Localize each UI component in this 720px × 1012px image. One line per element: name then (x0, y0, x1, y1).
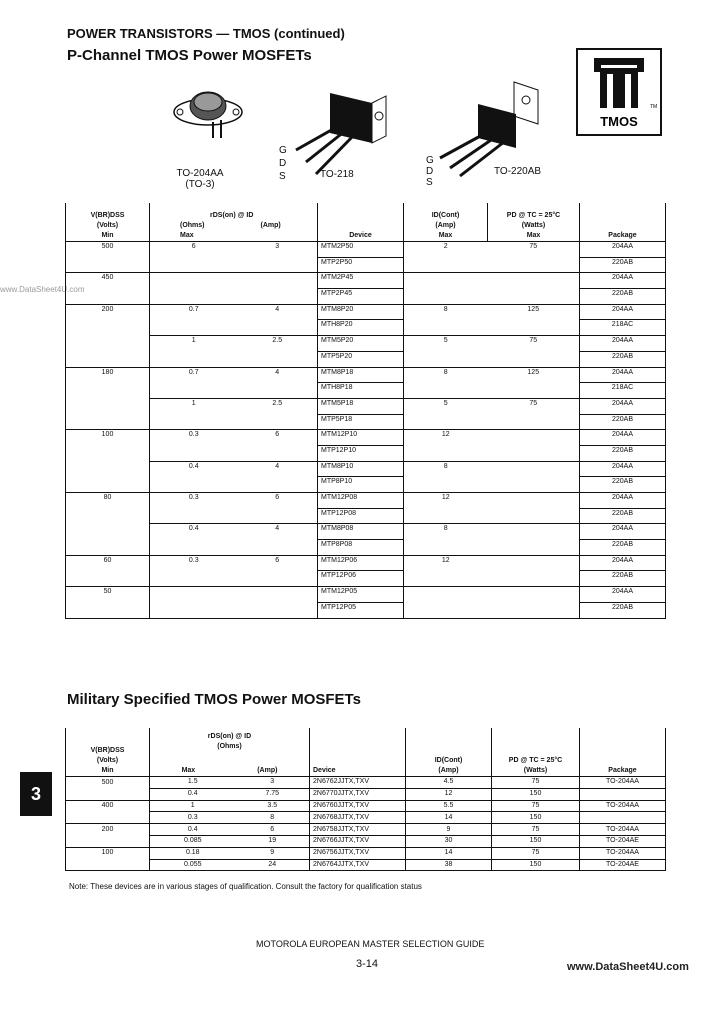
cell-id-amp (238, 445, 318, 461)
table-row (66, 289, 666, 305)
mil-cell-id-cont: 9 (406, 824, 492, 836)
cell-id-amp: 2.5 (238, 336, 318, 352)
cell-package: 218AC (580, 320, 666, 336)
mil-header-pd: PD @ TC = 25°C (Watts) (492, 728, 580, 777)
mil-cell-pd: 75 (492, 824, 580, 836)
mil-cell-pd: 150 (492, 812, 580, 824)
cell-id-cont: 8 (443, 525, 448, 533)
mil-cell-rds: 0.3 (150, 812, 236, 824)
cell-rds (150, 508, 238, 524)
cell-vbr: 50 (66, 587, 150, 603)
header-rds: rDS(on) @ ID (Ohms) (Amp) Max (150, 203, 318, 242)
table-row (66, 602, 666, 618)
cell-pd (488, 257, 580, 273)
cell-package: 204AA (580, 461, 666, 477)
cell-vbr (66, 289, 150, 305)
cell-device: MTM12P06 (318, 555, 404, 571)
cell-rds (150, 587, 238, 603)
cell-vbr (66, 461, 150, 477)
cell-rds: 0.3 (188, 431, 199, 439)
cell-vbr (66, 540, 150, 556)
mil-cell-rds: 1 (150, 800, 236, 812)
cell-pd (488, 414, 580, 430)
mil-cell-id-cont: 14 (406, 847, 492, 859)
table-row (66, 383, 666, 399)
cell-rds: 1 (191, 399, 196, 407)
mil-cell-rds: 1.5 (150, 777, 236, 789)
cell-pd (488, 602, 580, 618)
cell-id-amp: 6 (238, 493, 318, 509)
cell-device: MTP2P50 (318, 257, 404, 273)
cell-id-amp (238, 273, 318, 289)
cell-pd (488, 461, 580, 477)
cell-id-cont (404, 289, 488, 305)
cell-vbr (66, 383, 150, 399)
cell-pd (488, 320, 580, 336)
cell-device: MTM8P08 (318, 524, 404, 540)
military-row (66, 835, 666, 847)
cell-id-cont (404, 571, 488, 587)
cell-id-amp (238, 414, 318, 430)
header-package: Package (580, 203, 666, 242)
military-row (66, 777, 666, 789)
cell-id-amp (238, 571, 318, 587)
cell-rds (150, 351, 238, 367)
cell-pd (488, 430, 580, 446)
cell-device: MTP12P08 (318, 508, 404, 524)
table-row (66, 571, 666, 587)
p-channel-table (65, 203, 666, 619)
military-row (66, 800, 666, 812)
cell-id-amp (238, 320, 318, 336)
mil-cell-pd: 150 (492, 788, 580, 800)
cell-id-cont (404, 351, 488, 367)
cell-device: MTP8P08 (318, 540, 404, 556)
military-title: Military Specified TMOS Power MOSFETs (67, 691, 361, 708)
cell-vbr (66, 602, 150, 618)
military-row (66, 859, 666, 871)
cell-id-cont: 12 (441, 431, 450, 439)
cell-id-cont: 5 (443, 337, 448, 345)
section-tab: 3 (20, 772, 52, 816)
cell-pd: 75 (488, 398, 580, 414)
mil-cell-pd: 150 (492, 859, 580, 871)
cell-pd (488, 587, 580, 603)
cell-rds (150, 383, 238, 399)
tmos-logo (576, 48, 662, 136)
cell-id-cont (404, 445, 488, 461)
cell-id-cont (404, 477, 488, 493)
mil-cell-device: 2N6756JJTX,TXV (310, 847, 406, 859)
table-row (66, 273, 666, 289)
table-row (66, 351, 666, 367)
military-row (66, 788, 666, 800)
mil-header-device: Device (310, 728, 406, 777)
cell-package: 204AA (580, 587, 666, 603)
cell-id-amp: 4 (238, 524, 318, 540)
table-row (66, 477, 666, 493)
cell-device: MTM5P20 (318, 336, 404, 352)
cell-package: 204AA (580, 555, 666, 571)
cell-pd (488, 524, 580, 540)
header-id: ID(Cont) (Amp) Max (404, 203, 488, 242)
cell-device: MTP12P10 (318, 445, 404, 461)
to218-label: TO-218 (320, 169, 354, 180)
to218-pins: G D S (279, 145, 287, 182)
table-row (66, 540, 666, 556)
cell-vbr (66, 414, 150, 430)
mil-cell-pd: 75 (492, 777, 580, 789)
cell-vbr (66, 524, 150, 540)
cell-package: 204AA (580, 493, 666, 509)
cell-id-amp (238, 602, 318, 618)
cell-rds (150, 445, 238, 461)
cell-device: MTP12P05 (318, 602, 404, 618)
mil-cell-device: 2N6758JJTX,TXV (310, 824, 406, 836)
cell-pd (488, 493, 580, 509)
cell-id-cont: 12 (441, 556, 450, 564)
cell-vbr (66, 320, 150, 336)
mil-cell-package: TO-204AE (580, 835, 666, 847)
mil-cell-package: TO-204AA (580, 777, 666, 789)
cell-device: MTM2P50 (318, 242, 404, 258)
mil-cell-id-amp: 6 (236, 824, 310, 836)
military-header-row (66, 728, 666, 777)
cell-id-amp: 2.5 (238, 398, 318, 414)
cell-id-cont: 8 (443, 368, 448, 376)
cell-id-cont (404, 257, 488, 273)
cell-id-amp: 4 (238, 367, 318, 383)
mil-cell-package (580, 812, 666, 824)
military-row (66, 812, 666, 824)
cell-package: 220AB (580, 508, 666, 524)
cell-rds: 0.3 (188, 494, 199, 501)
mil-cell-device: 2N6770JJTX,TXV (310, 788, 406, 800)
cell-pd: 75 (488, 336, 580, 352)
header-device: Device (318, 203, 404, 242)
logo-text: TMOS (600, 114, 638, 129)
cell-rds: 1 (191, 337, 196, 345)
mil-cell-pd: 75 (492, 800, 580, 812)
mil-cell-package: TO-204AA (580, 824, 666, 836)
cell-device: MTP5P18 (318, 414, 404, 430)
cell-rds: 0.3 (188, 556, 199, 564)
cell-id-cont (404, 414, 488, 430)
cell-package: 220AB (580, 414, 666, 430)
cell-pd: 125 (488, 304, 580, 320)
cell-package: 204AA (580, 336, 666, 352)
cell-rds: 6 (191, 243, 196, 250)
cell-id-cont: 2 (443, 243, 448, 250)
mil-cell-device: 2N6762JJTX,TXV (310, 777, 406, 789)
cell-device: MTP5P20 (318, 351, 404, 367)
table-row (66, 398, 666, 414)
cell-package: 218AC (580, 383, 666, 399)
table-row (66, 445, 666, 461)
cell-id-cont (404, 320, 488, 336)
mil-cell-vbr: 500 (66, 777, 150, 789)
cell-id-cont (404, 540, 488, 556)
table-row (66, 587, 666, 603)
cell-vbr: 60 (66, 555, 150, 571)
cell-package: 204AA (580, 273, 666, 289)
cell-id-amp (238, 257, 318, 273)
cell-package: 204AA (580, 242, 666, 258)
cell-id-cont: 5 (443, 399, 448, 407)
to220ab-label: TO-220AB (494, 166, 542, 177)
cell-pd (488, 508, 580, 524)
cell-id-cont: 8 (443, 305, 448, 313)
mil-cell-vbr: 200 (66, 824, 150, 836)
cell-vbr (66, 571, 150, 587)
mil-cell-device: 2N6766JJTX,TXV (310, 835, 406, 847)
cell-package: 204AA (580, 398, 666, 414)
cell-package: 204AA (580, 430, 666, 446)
cell-rds: 0.7 (188, 305, 199, 313)
mil-cell-package: TO-204AA (580, 800, 666, 812)
mil-cell-id-amp: 7.75 (236, 788, 310, 800)
mil-cell-id-amp: 8 (236, 812, 310, 824)
mil-cell-rds: 0.055 (150, 859, 236, 871)
table-row (66, 508, 666, 524)
mil-cell-package (580, 788, 666, 800)
table-row (66, 257, 666, 273)
mil-header-package: Package (580, 728, 666, 777)
cell-id-amp (238, 351, 318, 367)
cell-id-amp: 4 (238, 304, 318, 320)
table-header-row (66, 203, 666, 242)
cell-device: MTM8P10 (318, 461, 404, 477)
mil-header-vbr: V(BR)DSS (Volts) Min (66, 728, 150, 777)
cell-rds (150, 273, 238, 289)
cell-rds (150, 602, 238, 618)
table-row (66, 461, 666, 477)
cell-pd (488, 273, 580, 289)
cell-vbr: 500 (66, 242, 150, 258)
mil-cell-vbr (66, 812, 150, 824)
cell-pd (488, 555, 580, 571)
mil-cell-rds: 0.085 (150, 835, 236, 847)
mil-cell-id-cont: 38 (406, 859, 492, 871)
cell-rds (150, 289, 238, 305)
military-table (65, 728, 666, 871)
cell-vbr: 200 (66, 304, 150, 320)
cell-package: 220AB (580, 257, 666, 273)
cell-package: 204AA (580, 304, 666, 320)
cell-package: 204AA (580, 367, 666, 383)
cell-rds (150, 540, 238, 556)
mil-cell-id-amp: 3.5 (236, 800, 310, 812)
cell-device: MTM5P18 (318, 398, 404, 414)
mil-cell-vbr (66, 859, 150, 871)
mil-cell-rds: 0.4 (150, 824, 236, 836)
cell-package: 220AB (580, 602, 666, 618)
to204aa-label: TO-204AA (TO-3) (176, 168, 224, 190)
mil-cell-id-amp: 24 (236, 859, 310, 871)
military-row (66, 824, 666, 836)
cell-package: 220AB (580, 351, 666, 367)
cell-id-cont: 12 (441, 494, 450, 501)
cell-pd (488, 289, 580, 305)
to204aa-package-drawing (170, 82, 250, 147)
to220ab-pins: G D S (426, 155, 434, 188)
cell-id-amp: 4 (238, 461, 318, 477)
mil-cell-id-cont: 5.5 (406, 800, 492, 812)
cell-id-cont: 8 (443, 462, 448, 470)
cell-device: MTM2P45 (318, 273, 404, 289)
cell-rds (150, 571, 238, 587)
military-row (66, 847, 666, 859)
mil-cell-device: 2N6768JJTX,TXV (310, 812, 406, 824)
cell-rds (150, 477, 238, 493)
page-number: 3-14 (356, 958, 379, 970)
mil-cell-vbr: 100 (66, 847, 150, 859)
cell-id-amp: 6 (238, 555, 318, 571)
table-row (66, 524, 666, 540)
table-row (66, 304, 666, 320)
cell-pd (488, 540, 580, 556)
mil-cell-package: TO-204AA (580, 847, 666, 859)
cell-id-amp: 3 (238, 242, 318, 258)
mil-cell-device: 2N6760JJTX,TXV (310, 800, 406, 812)
cell-rds (150, 320, 238, 336)
cell-id-amp (238, 477, 318, 493)
cell-device: MTM12P10 (318, 430, 404, 446)
mil-cell-package: TO-204AE (580, 859, 666, 871)
table-row (66, 320, 666, 336)
cell-vbr (66, 508, 150, 524)
mil-cell-vbr: 400 (66, 800, 150, 812)
mil-cell-id-cont: 4.5 (406, 777, 492, 789)
cell-rds (150, 414, 238, 430)
cell-pd: 75 (488, 242, 580, 258)
mil-cell-rds: 0.18 (150, 847, 236, 859)
cell-vbr: 180 (66, 367, 150, 383)
cell-package: 220AB (580, 445, 666, 461)
mil-cell-pd: 75 (492, 847, 580, 859)
cell-pd (488, 351, 580, 367)
table-row (66, 430, 666, 446)
mil-cell-vbr (66, 835, 150, 847)
cell-id-amp (238, 383, 318, 399)
cell-vbr (66, 336, 150, 352)
cell-id-cont (404, 383, 488, 399)
cell-pd: 125 (488, 367, 580, 383)
cell-id-cont (404, 508, 488, 524)
logo-tm: TM (650, 104, 658, 110)
cell-vbr: 450 (66, 273, 150, 289)
qualification-note: Note: These devices are in various stages of qualification. Consult the factory for qualification status (69, 882, 422, 891)
cell-rds: 0.4 (188, 462, 199, 470)
cell-package: 220AB (580, 477, 666, 493)
cell-package: 220AB (580, 540, 666, 556)
cell-package: 220AB (580, 289, 666, 305)
mil-cell-id-cont: 12 (406, 788, 492, 800)
cell-device: MTP2P45 (318, 289, 404, 305)
cell-id-cont (404, 587, 488, 603)
cell-id-amp: 6 (238, 430, 318, 446)
table-row (66, 367, 666, 383)
mil-header-rds: rDS(on) @ ID (Ohms) Max (Amp) (150, 728, 310, 777)
cell-device: MTM8P20 (318, 304, 404, 320)
table-row (66, 493, 666, 509)
mil-cell-id-amp: 3 (236, 777, 310, 789)
header-vbr: V(BR)DSS (Volts) Min (66, 203, 150, 242)
cell-device: MTP12P06 (318, 571, 404, 587)
mil-cell-device: 2N6764JJTX,TXV (310, 859, 406, 871)
mil-cell-vbr (66, 788, 150, 800)
cell-device: MTM12P08 (318, 493, 404, 509)
page-subtitle: P-Channel TMOS Power MOSFETs (67, 47, 312, 64)
cell-pd (488, 383, 580, 399)
mil-cell-rds: 0.4 (150, 788, 236, 800)
mil-cell-pd: 150 (492, 835, 580, 847)
mil-header-id: ID(Cont) (Amp) (406, 728, 492, 777)
cell-id-amp (238, 289, 318, 305)
table-row (66, 414, 666, 430)
cell-vbr: 80 (66, 493, 150, 509)
cell-device: MTM12P05 (318, 587, 404, 603)
watermark-left: www.DataSheet4U.com (0, 285, 85, 294)
cell-device: MTP8P10 (318, 477, 404, 493)
cell-rds (150, 257, 238, 273)
cell-rds: 0.7 (188, 368, 199, 376)
cell-id-amp (238, 508, 318, 524)
cell-rds: 0.4 (188, 525, 199, 533)
cell-package: 220AB (580, 571, 666, 587)
cell-vbr (66, 398, 150, 414)
cell-pd (488, 571, 580, 587)
cell-id-cont (404, 273, 488, 289)
cell-id-cont (404, 602, 488, 618)
footer-guide: MOTOROLA EUROPEAN MASTER SELECTION GUIDE (256, 939, 485, 949)
cell-vbr (66, 351, 150, 367)
section-title: POWER TRANSISTORS — TMOS (continued) (67, 26, 345, 41)
cell-id-amp (238, 540, 318, 556)
watermark-bottom: www.DataSheet4U.com (567, 961, 689, 973)
mil-cell-id-cont: 30 (406, 835, 492, 847)
cell-device: MTH8P18 (318, 383, 404, 399)
cell-vbr (66, 257, 150, 273)
mil-cell-id-amp: 9 (236, 847, 310, 859)
mil-cell-id-amp: 19 (236, 835, 310, 847)
cell-device: MTH8P20 (318, 320, 404, 336)
table-row (66, 336, 666, 352)
cell-vbr: 100 (66, 430, 150, 446)
mil-cell-id-cont: 14 (406, 812, 492, 824)
header-pd: PD @ TC = 25°C (Watts) Max (488, 203, 580, 242)
cell-vbr (66, 477, 150, 493)
cell-id-amp (238, 587, 318, 603)
cell-package: 204AA (580, 524, 666, 540)
cell-vbr (66, 445, 150, 461)
cell-device: MTM8P18 (318, 367, 404, 383)
table-row (66, 242, 666, 258)
cell-pd (488, 477, 580, 493)
cell-pd (488, 445, 580, 461)
table-row (66, 555, 666, 571)
